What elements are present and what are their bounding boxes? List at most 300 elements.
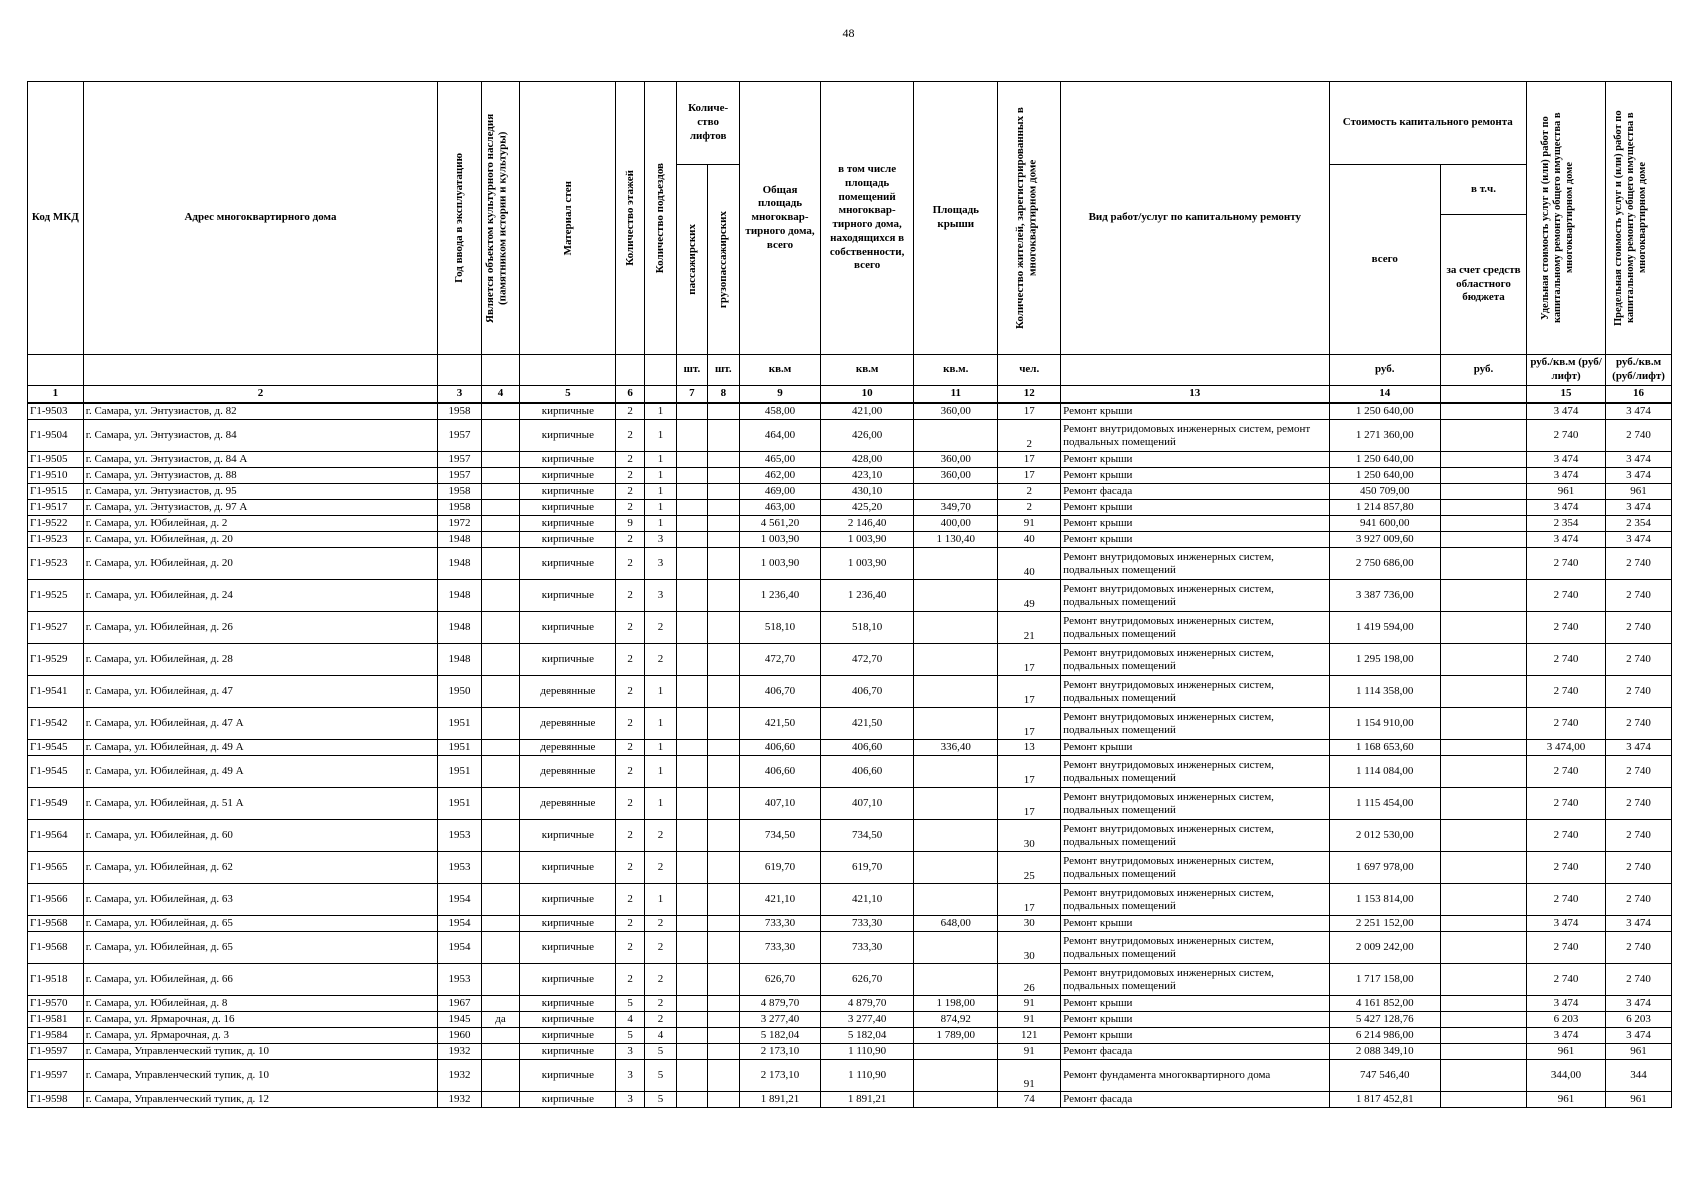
table-body: [28, 403, 1672, 1108]
cell-lp: [677, 532, 707, 548]
cell-lc: [707, 756, 739, 788]
cell-her: [481, 532, 519, 548]
cell-roof: 400,00: [914, 516, 998, 532]
cell-addr: г. Самара, ул. Юбилейная, д. 2: [83, 516, 438, 532]
cell-lim: 2 740: [1606, 612, 1672, 644]
cell-her: [481, 1092, 519, 1108]
cell-area: 733,30: [740, 916, 821, 932]
cell-area: 4 879,70: [740, 996, 821, 1012]
cell-ent: 1: [644, 884, 676, 916]
cell-fl: 2: [616, 644, 644, 676]
cell-her: [481, 612, 519, 644]
cell-her: да: [481, 1012, 519, 1028]
cell-lp: [677, 1044, 707, 1060]
table-row: [28, 468, 1672, 484]
cell-her: [481, 852, 519, 884]
cell-cost: 2 009 242,00: [1329, 932, 1440, 964]
cell-roof: [914, 612, 998, 644]
cell-work: Ремонт внутридомовых инженерных систем, подвальных помещений: [1061, 548, 1329, 580]
cell-her: [481, 1028, 519, 1044]
cell-addr: г. Самара, ул. Юбилейная, д. 26: [83, 612, 438, 644]
cell-area: 465,00: [740, 452, 821, 468]
cell-her: [481, 932, 519, 964]
header-limit-cost: Предельная стоимость услуг и (или) работ по капитальному ремонту общего имущества в многоквартирном доме: [1606, 82, 1672, 355]
cell-lim: 2 740: [1606, 788, 1672, 820]
cell-roof: 349,70: [914, 500, 998, 516]
cell-cost: 6 214 986,00: [1329, 1028, 1440, 1044]
cell-res: 91: [998, 516, 1061, 532]
cell-area: 406,60: [740, 756, 821, 788]
cell-lp: [677, 884, 707, 916]
cell-reg: [1440, 996, 1526, 1012]
cell-roof: 874,92: [914, 1012, 998, 1028]
cell-area: 406,70: [740, 676, 821, 708]
cell-roof: 648,00: [914, 916, 998, 932]
cell-unit: 344,00: [1527, 1060, 1606, 1092]
cell-lim: 2 740: [1606, 852, 1672, 884]
cell-year: 1932: [438, 1044, 482, 1060]
table-row: [28, 500, 1672, 516]
column-number: 3: [438, 386, 482, 404]
column-number: 7: [677, 386, 707, 404]
cell-roof: 360,00: [914, 468, 998, 484]
cell-lc: [707, 788, 739, 820]
cell-lp: [677, 676, 707, 708]
cell-ent: 3: [644, 532, 676, 548]
cell-roof: [914, 1060, 998, 1092]
cell-her: [481, 884, 519, 916]
cell-res: 17: [998, 788, 1061, 820]
cell-area: 1 003,90: [740, 548, 821, 580]
cell-lp: [677, 708, 707, 740]
cell-mat: деревянные: [520, 788, 616, 820]
cell-roof: [914, 644, 998, 676]
cell-mat: деревянные: [520, 740, 616, 756]
table-row: [28, 1028, 1672, 1044]
table-row: [28, 516, 1672, 532]
cell-code: Г1-9565: [28, 852, 84, 884]
cell-mat: кирпичные: [520, 1092, 616, 1108]
cell-ent: 1: [644, 756, 676, 788]
cell-year: 1953: [438, 964, 482, 996]
cell-mat: кирпичные: [520, 452, 616, 468]
cell-ent: 2: [644, 612, 676, 644]
cell-code: Г1-9566: [28, 884, 84, 916]
cell-lp: [677, 1028, 707, 1044]
cell-reg: [1440, 756, 1526, 788]
cell-addr: г. Самара, Управленческий тупик, д. 10: [83, 1060, 438, 1092]
cell-mat: кирпичные: [520, 548, 616, 580]
cell-lp: [677, 1092, 707, 1108]
cell-own: 1 003,90: [821, 532, 914, 548]
cell-roof: [914, 548, 998, 580]
cell-lc: [707, 532, 739, 548]
table-row: [28, 1060, 1672, 1092]
cell-reg: [1440, 516, 1526, 532]
cell-reg: [1440, 403, 1526, 420]
header-entrances: Количество подъездов: [644, 82, 676, 355]
cell-unit: 3 474,00: [1527, 740, 1606, 756]
table-row: [28, 612, 1672, 644]
cell-ent: 2: [644, 820, 676, 852]
cell-unit: 2 740: [1527, 756, 1606, 788]
cell-roof: [914, 932, 998, 964]
cell-addr: г. Самара, ул. Юбилейная, д. 20: [83, 548, 438, 580]
cell-unit: 2 354: [1527, 516, 1606, 532]
cell-addr: г. Самара, ул. Юбилейная, д. 62: [83, 852, 438, 884]
cell-fl: 3: [616, 1092, 644, 1108]
cell-ent: 1: [644, 452, 676, 468]
cell-res: 91: [998, 996, 1061, 1012]
cell-unit: 961: [1527, 1092, 1606, 1108]
table-row: [28, 420, 1672, 452]
cell-code: Г1-9515: [28, 484, 84, 500]
cell-reg: [1440, 500, 1526, 516]
cell-fl: 3: [616, 1044, 644, 1060]
cell-work: Ремонт крыши: [1061, 452, 1329, 468]
cell-unit: 3 474: [1527, 452, 1606, 468]
cell-fl: 5: [616, 996, 644, 1012]
cell-res: 17: [998, 644, 1061, 676]
cell-roof: 336,40: [914, 740, 998, 756]
cell-area: 518,10: [740, 612, 821, 644]
cell-ent: 3: [644, 548, 676, 580]
cell-year: 1954: [438, 884, 482, 916]
cell-ent: 1: [644, 403, 676, 420]
cell-unit: 2 740: [1527, 676, 1606, 708]
cell-work: Ремонт внутридомовых инженерных систем, ремонт подвальных помещений: [1061, 420, 1329, 452]
header-floors: Количество этажей: [616, 82, 644, 355]
cell-reg: [1440, 788, 1526, 820]
cell-fl: 2: [616, 403, 644, 420]
cell-lc: [707, 516, 739, 532]
table-row: [28, 820, 1672, 852]
cell-roof: [914, 964, 998, 996]
cell-lp: [677, 403, 707, 420]
cell-lp: [677, 1060, 707, 1092]
cell-code: Г1-9523: [28, 548, 84, 580]
table-row: [28, 740, 1672, 756]
cell-addr: г. Самара, ул. Юбилейная, д. 51 А: [83, 788, 438, 820]
cell-work: Ремонт внутридомовых инженерных систем, подвальных помещений: [1061, 964, 1329, 996]
cell-fl: 2: [616, 820, 644, 852]
column-number: 10: [821, 386, 914, 404]
cell-lim: 3 474: [1606, 452, 1672, 468]
cell-mat: кирпичные: [520, 932, 616, 964]
cell-area: 421,10: [740, 884, 821, 916]
cell-mat: кирпичные: [520, 580, 616, 612]
cell-area: 463,00: [740, 500, 821, 516]
cell-own: 626,70: [821, 964, 914, 996]
cell-area: 458,00: [740, 403, 821, 420]
cell-fl: 2: [616, 420, 644, 452]
cell-lp: [677, 1012, 707, 1028]
cell-her: [481, 740, 519, 756]
cell-lc: [707, 740, 739, 756]
cell-cost: 1 717 158,00: [1329, 964, 1440, 996]
cell-fl: 2: [616, 484, 644, 500]
cell-lp: [677, 756, 707, 788]
cell-roof: [914, 676, 998, 708]
cell-her: [481, 468, 519, 484]
table-row: [28, 916, 1672, 932]
cell-roof: [914, 820, 998, 852]
cell-ent: 1: [644, 484, 676, 500]
cell-area: 733,30: [740, 932, 821, 964]
cell-area: 626,70: [740, 964, 821, 996]
cell-reg: [1440, 964, 1526, 996]
cell-addr: г. Самара, ул. Юбилейная, д. 8: [83, 996, 438, 1012]
cell-lim: 3 474: [1606, 403, 1672, 420]
cell-her: [481, 484, 519, 500]
cell-lc: [707, 1028, 739, 1044]
capital-repair-table: [27, 81, 1672, 1108]
cell-code: Г1-9584: [28, 1028, 84, 1044]
header-unit-cost: Удельная стоимость услуг и (или) работ по капитальному ремонту общего имущества в многоквартирном доме: [1527, 82, 1606, 355]
cell-work: Ремонт внутридомовых инженерных систем, подвальных помещений: [1061, 708, 1329, 740]
cell-lp: [677, 996, 707, 1012]
cell-own: 407,10: [821, 788, 914, 820]
cell-cost: 450 709,00: [1329, 484, 1440, 500]
cell-code: Г1-9598: [28, 1092, 84, 1108]
table-row: [28, 932, 1672, 964]
cell-roof: 1 130,40: [914, 532, 998, 548]
cell-her: [481, 516, 519, 532]
cell-reg: [1440, 676, 1526, 708]
cell-cost: 1 419 594,00: [1329, 612, 1440, 644]
cell-cost: 3 927 009,60: [1329, 532, 1440, 548]
cell-mat: кирпичные: [520, 884, 616, 916]
cell-cost: 2 750 686,00: [1329, 548, 1440, 580]
cell-lc: [707, 612, 739, 644]
header-roof-area: Площадь крыши: [914, 82, 998, 355]
cell-addr: г. Самара, ул. Юбилейная, д. 49 А: [83, 756, 438, 788]
cell-lim: 3 474: [1606, 916, 1672, 932]
cell-ent: 1: [644, 708, 676, 740]
cell-unit: 961: [1527, 1044, 1606, 1060]
cell-fl: 2: [616, 884, 644, 916]
cell-code: Г1-9597: [28, 1044, 84, 1060]
cell-year: 1958: [438, 484, 482, 500]
cell-lim: 3 474: [1606, 740, 1672, 756]
cell-mat: деревянные: [520, 708, 616, 740]
cell-code: Г1-9503: [28, 403, 84, 420]
cell-her: [481, 452, 519, 468]
cell-lp: [677, 516, 707, 532]
cell-unit: 2 740: [1527, 788, 1606, 820]
cell-her: [481, 420, 519, 452]
cell-reg: [1440, 1092, 1526, 1108]
cell-year: 1945: [438, 1012, 482, 1028]
cell-roof: [914, 788, 998, 820]
cell-unit: 961: [1527, 484, 1606, 500]
cell-fl: 5: [616, 1028, 644, 1044]
cell-mat: деревянные: [520, 756, 616, 788]
cell-reg: [1440, 1028, 1526, 1044]
cell-roof: [914, 1092, 998, 1108]
cell-work: Ремонт крыши: [1061, 1012, 1329, 1028]
cell-res: 17: [998, 676, 1061, 708]
cell-code: Г1-9527: [28, 612, 84, 644]
cell-unit: 2 740: [1527, 852, 1606, 884]
cell-reg: [1440, 1012, 1526, 1028]
cell-lc: [707, 852, 739, 884]
cell-code: Г1-9545: [28, 740, 84, 756]
cell-fl: 2: [616, 676, 644, 708]
cell-mat: кирпичные: [520, 612, 616, 644]
cell-year: 1948: [438, 532, 482, 548]
cell-res: 21: [998, 612, 1061, 644]
cell-code: Г1-9581: [28, 1012, 84, 1028]
cell-area: 464,00: [740, 420, 821, 452]
cell-lim: 2 740: [1606, 420, 1672, 452]
cell-own: 406,60: [821, 740, 914, 756]
cell-fl: 2: [616, 916, 644, 932]
cell-own: 1 110,90: [821, 1060, 914, 1092]
cell-work: Ремонт внутридомовых инженерных систем, подвальных помещений: [1061, 884, 1329, 916]
cell-fl: 3: [616, 1060, 644, 1092]
cell-own: 428,00: [821, 452, 914, 468]
cell-ent: 2: [644, 996, 676, 1012]
cell-work: Ремонт фундамента многоквартирного дома: [1061, 1060, 1329, 1092]
cell-own: 2 146,40: [821, 516, 914, 532]
cell-fl: 2: [616, 612, 644, 644]
cell-lim: 961: [1606, 1044, 1672, 1060]
cell-own: 518,10: [821, 612, 914, 644]
cell-lc: [707, 468, 739, 484]
cell-own: 733,30: [821, 916, 914, 932]
units-row: шт. шт. кв.м кв.м кв.м. чел. руб. руб. руб./кв.м (руб/лифт) руб./кв.м (руб/лифт): [28, 355, 1672, 386]
column-number: 6: [616, 386, 644, 404]
table-row: [28, 644, 1672, 676]
cell-lc: [707, 932, 739, 964]
cell-fl: 2: [616, 932, 644, 964]
cell-cost: 1 115 454,00: [1329, 788, 1440, 820]
cell-area: 734,50: [740, 820, 821, 852]
cell-unit: 2 740: [1527, 708, 1606, 740]
cell-ent: 1: [644, 676, 676, 708]
cell-code: Г1-9523: [28, 532, 84, 548]
cell-ent: 2: [644, 916, 676, 932]
cell-year: 1951: [438, 756, 482, 788]
table-row: [28, 403, 1672, 420]
cell-cost: 1 214 857,80: [1329, 500, 1440, 516]
cell-code: Г1-9542: [28, 708, 84, 740]
cell-res: 17: [998, 468, 1061, 484]
cell-lp: [677, 932, 707, 964]
cell-lim: 3 474: [1606, 500, 1672, 516]
cell-roof: [914, 580, 998, 612]
cell-lim: 2 740: [1606, 820, 1672, 852]
cell-fl: 2: [616, 708, 644, 740]
cell-res: 30: [998, 820, 1061, 852]
cell-lim: 2 740: [1606, 548, 1672, 580]
header-lifts-cargo: грузопассажирских: [707, 165, 739, 355]
cell-roof: 1 198,00: [914, 996, 998, 1012]
cell-code: Г1-9564: [28, 820, 84, 852]
cell-own: 421,10: [821, 884, 914, 916]
cell-code: Г1-9522: [28, 516, 84, 532]
cell-own: 426,00: [821, 420, 914, 452]
cell-year: 1932: [438, 1092, 482, 1108]
cell-reg: [1440, 532, 1526, 548]
cell-lim: 2 740: [1606, 676, 1672, 708]
cell-ent: 2: [644, 644, 676, 676]
cell-cost: 1 168 653,60: [1329, 740, 1440, 756]
column-number: 13: [1061, 386, 1329, 404]
table-row: [28, 548, 1672, 580]
cell-addr: г. Самара, ул. Энтузиастов, д. 95: [83, 484, 438, 500]
cell-res: 121: [998, 1028, 1061, 1044]
cell-cost: 941 600,00: [1329, 516, 1440, 532]
cell-cost: 4 161 852,00: [1329, 996, 1440, 1012]
header-address: Адрес многоквартирного дома: [83, 82, 438, 355]
cell-her: [481, 500, 519, 516]
cell-reg: [1440, 708, 1526, 740]
cell-lc: [707, 964, 739, 996]
cell-lim: 6 203: [1606, 1012, 1672, 1028]
cell-lim: 2 740: [1606, 756, 1672, 788]
table-row: [28, 852, 1672, 884]
cell-unit: 2 740: [1527, 932, 1606, 964]
cell-ent: 2: [644, 932, 676, 964]
cell-mat: кирпичные: [520, 820, 616, 852]
cell-work: Ремонт крыши: [1061, 468, 1329, 484]
cell-area: 4 561,20: [740, 516, 821, 532]
cell-roof: [914, 756, 998, 788]
cell-own: 1 891,21: [821, 1092, 914, 1108]
header-lifts: Количе-ство лифтов: [677, 82, 740, 165]
cell-work: Ремонт крыши: [1061, 740, 1329, 756]
header-owned-area: в том числе площадь помещений многоквар-тирного дома, находящихся в собственности, всего: [821, 82, 914, 355]
cell-unit: 2 740: [1527, 612, 1606, 644]
cell-cost: 5 427 128,76: [1329, 1012, 1440, 1028]
cell-addr: г. Самара, Управленческий тупик, д. 10: [83, 1044, 438, 1060]
cell-ent: 3: [644, 580, 676, 612]
cell-own: 1 110,90: [821, 1044, 914, 1060]
header-year: Год ввода в эксплуатацию: [438, 82, 482, 355]
cell-cost: 3 387 736,00: [1329, 580, 1440, 612]
cell-work: Ремонт крыши: [1061, 500, 1329, 516]
cell-fl: 2: [616, 788, 644, 820]
cell-ent: 5: [644, 1060, 676, 1092]
cell-roof: [914, 420, 998, 452]
cell-lim: 2 354: [1606, 516, 1672, 532]
cell-own: 619,70: [821, 852, 914, 884]
cell-her: [481, 403, 519, 420]
cell-year: 1967: [438, 996, 482, 1012]
table-row: [28, 676, 1672, 708]
cell-year: 1958: [438, 403, 482, 420]
column-number: 4: [481, 386, 519, 404]
cell-lim: 2 740: [1606, 580, 1672, 612]
cell-mat: кирпичные: [520, 1012, 616, 1028]
cell-roof: 1 789,00: [914, 1028, 998, 1044]
cell-lc: [707, 916, 739, 932]
cell-lp: [677, 740, 707, 756]
cell-res: 2: [998, 500, 1061, 516]
cell-cost: 1 250 640,00: [1329, 403, 1440, 420]
cell-unit: 3 474: [1527, 500, 1606, 516]
cell-fl: 2: [616, 468, 644, 484]
cell-area: 5 182,04: [740, 1028, 821, 1044]
cell-roof: [914, 884, 998, 916]
cell-addr: г. Самара, ул. Юбилейная, д. 66: [83, 964, 438, 996]
cell-work: Ремонт внутридомовых инженерных систем, подвальных помещений: [1061, 612, 1329, 644]
cell-fl: 2: [616, 452, 644, 468]
cell-unit: 2 740: [1527, 884, 1606, 916]
cell-addr: г. Самара, ул. Энтузиастов, д. 84: [83, 420, 438, 452]
